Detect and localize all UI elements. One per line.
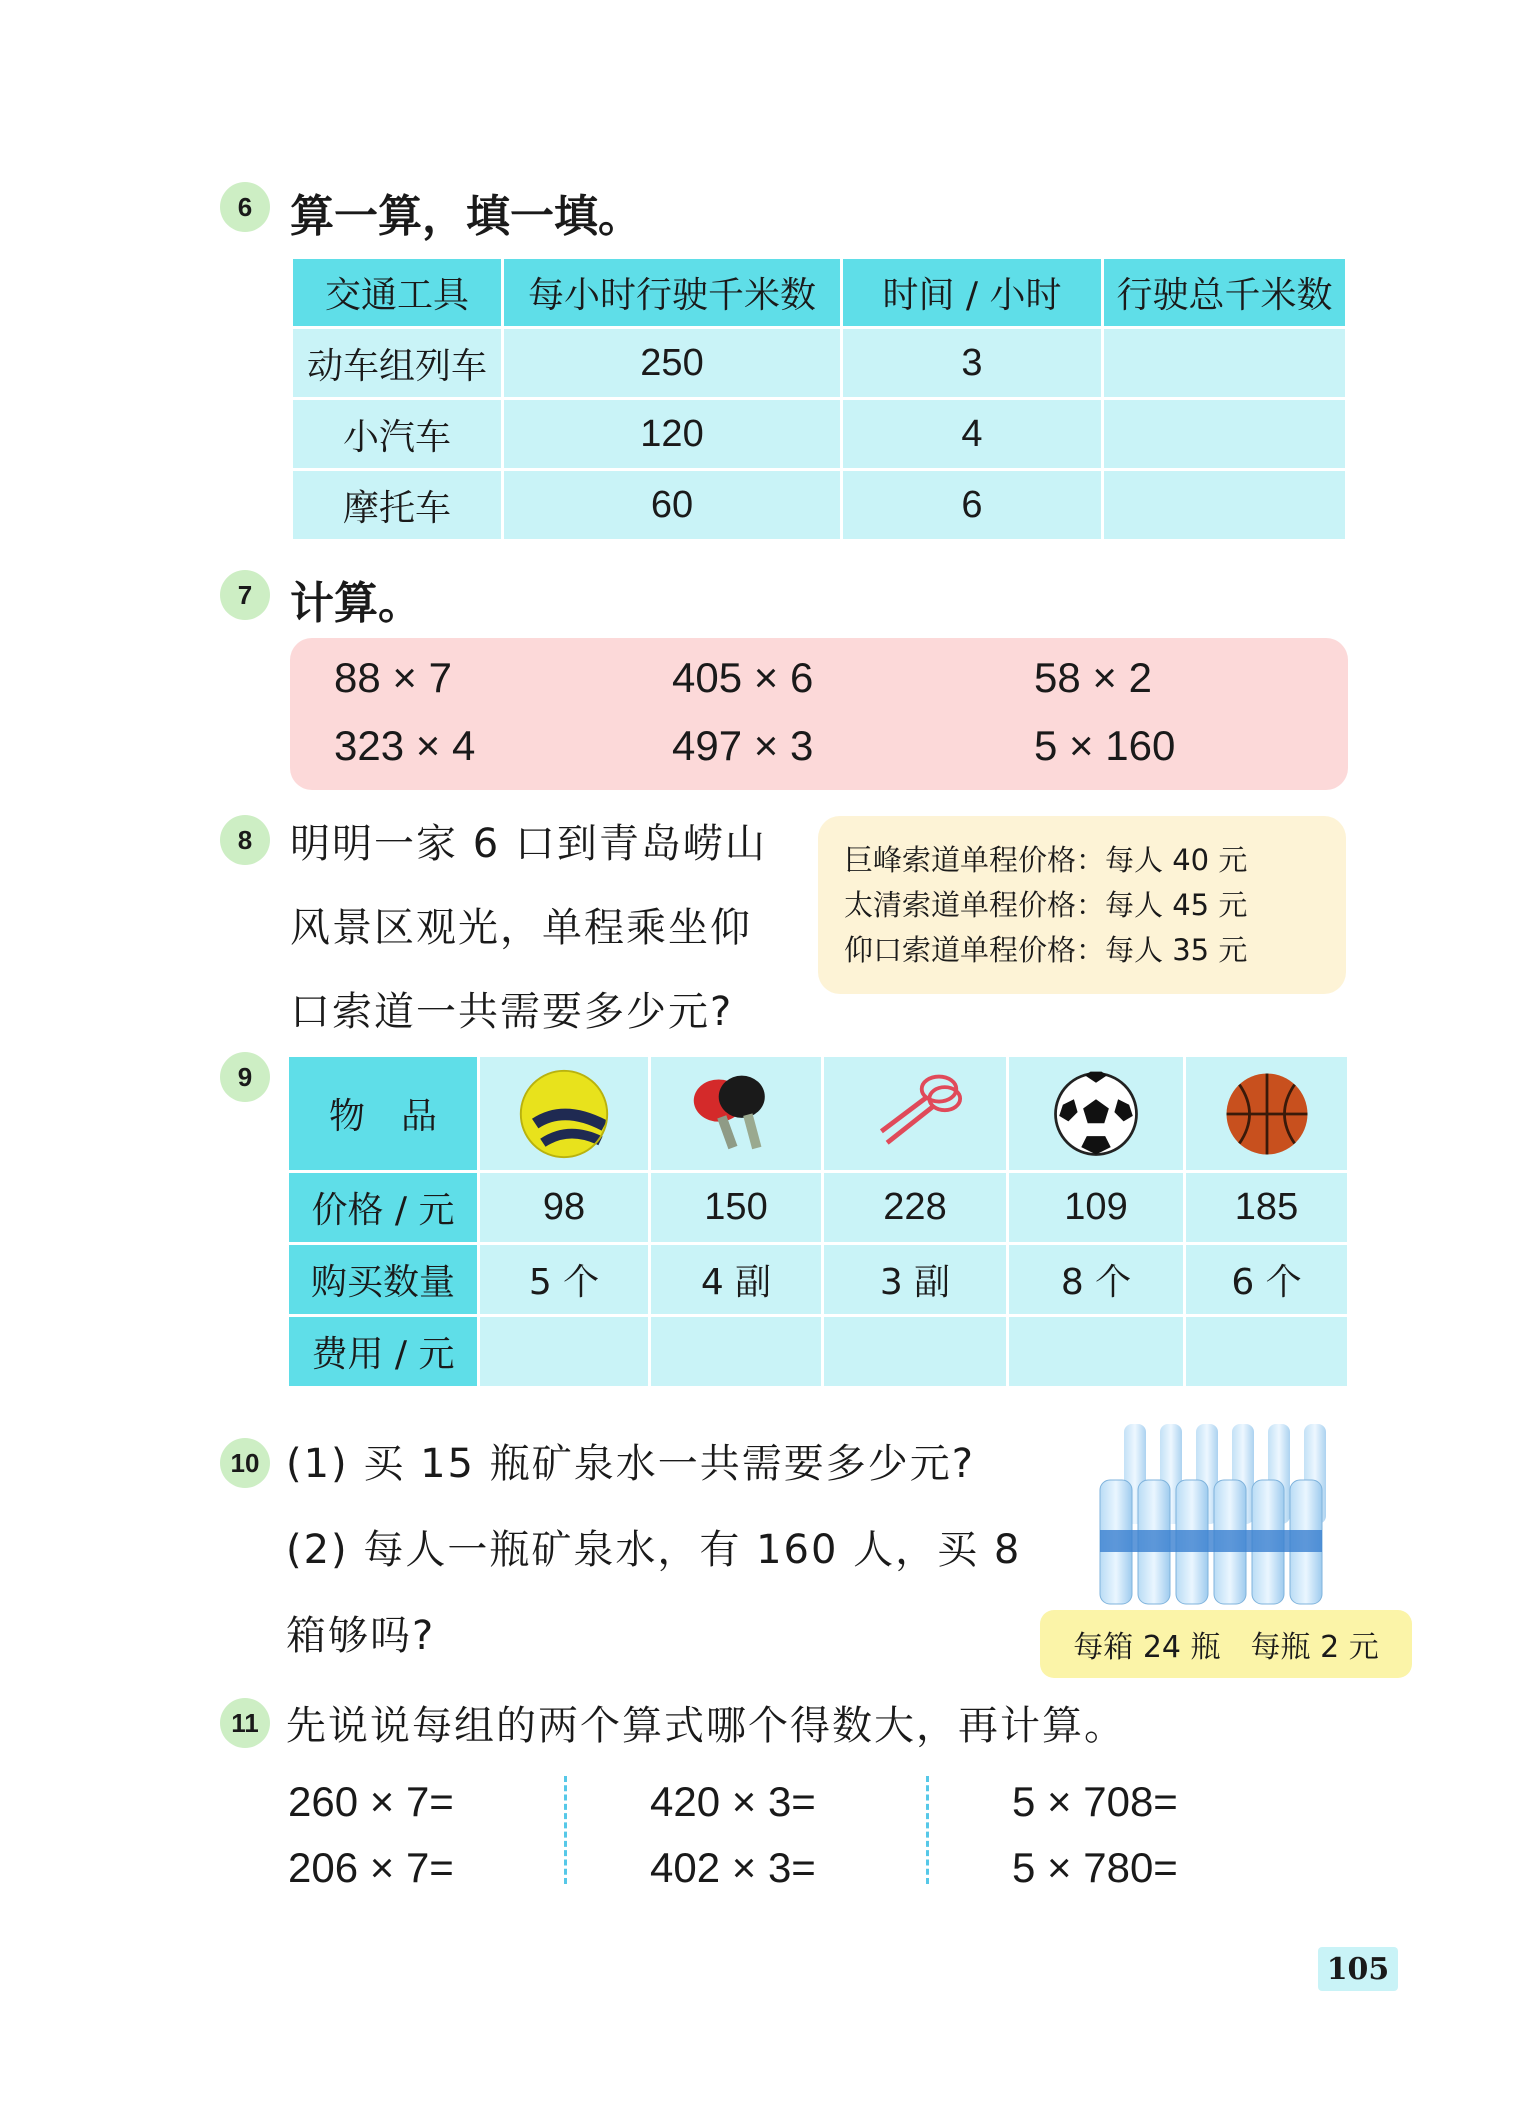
price-value: 150 xyxy=(650,1172,823,1244)
total-blank xyxy=(1103,399,1347,470)
price-row xyxy=(288,1172,1349,1244)
group-divider xyxy=(926,1776,929,1884)
water-bottles-icon xyxy=(1096,1420,1346,1606)
quantity-value: 6 个 xyxy=(1185,1244,1349,1316)
cost-blank xyxy=(1008,1316,1185,1388)
price-line: 仰口索道单程价格：每人 35 元 xyxy=(844,933,1248,967)
water-price-tag: 每箱 24 瓶 每瓶 2 元 xyxy=(1040,1610,1412,1678)
group-divider xyxy=(564,1776,567,1884)
speed-value: 120 xyxy=(503,399,842,470)
sports-goods-table xyxy=(286,1054,1350,1389)
calc-item: 58 × 2 xyxy=(1034,654,1152,701)
row-label-cost: 费用 / 元 xyxy=(288,1316,479,1388)
question-10-part-2: (2) 每人一瓶矿泉水，有 160 人，买 8 xyxy=(286,1527,1022,1573)
question-7-title: 计算。 xyxy=(290,578,422,629)
header-total: 行驶总千米数 xyxy=(1103,258,1347,328)
speed-value: 60 xyxy=(503,470,842,541)
page-number: 105 xyxy=(1318,1947,1398,1991)
question-10-part-1: (1) 买 15 瓶矿泉水一共需要多少元? xyxy=(286,1441,975,1487)
row-label-price: 价格 / 元 xyxy=(288,1172,479,1244)
cost-blank xyxy=(1185,1316,1349,1388)
question-number-6: 6 xyxy=(220,182,270,232)
calc-item: 206 × 7= xyxy=(288,1844,454,1891)
calc-item: 420 × 3= xyxy=(650,1778,816,1825)
cost-blank xyxy=(650,1316,823,1388)
quantity-value: 4 副 xyxy=(650,1244,823,1316)
soccer-ball-icon xyxy=(1050,1068,1142,1160)
item-cell xyxy=(1185,1056,1349,1172)
calc-item: 405 × 6 xyxy=(672,654,814,701)
table-row xyxy=(292,470,1347,541)
question-number-8: 8 xyxy=(220,815,270,865)
quantity-value: 3 副 xyxy=(823,1244,1008,1316)
question-6-title: 算一算，填一填。 xyxy=(290,191,642,242)
vehicle-name: 小汽车 xyxy=(292,399,503,470)
speed-value: 250 xyxy=(503,328,842,399)
question-number-7: 7 xyxy=(220,570,270,620)
quantity-value: 5 个 xyxy=(479,1244,650,1316)
calculation-box xyxy=(290,638,1348,790)
time-value: 4 xyxy=(842,399,1103,470)
question-8-line-1: 明明一家 6 口到青岛崂山 xyxy=(290,821,767,867)
item-cell xyxy=(650,1056,823,1172)
calc-item: 402 × 3= xyxy=(650,1844,816,1891)
calc-item: 5 × 780= xyxy=(1012,1844,1178,1891)
item-row xyxy=(288,1056,1349,1172)
question-number-11: 11 xyxy=(220,1698,270,1748)
vehicle-table xyxy=(290,256,1348,542)
question-8-line-2: 风景区观光，单程乘坐仰 xyxy=(290,905,752,951)
ping-pong-paddles-icon xyxy=(686,1066,786,1162)
price-line: 太清索道单程价格：每人 45 元 xyxy=(844,888,1248,922)
price-value: 109 xyxy=(1008,1172,1185,1244)
row-label-item: 物 品 xyxy=(288,1056,479,1172)
item-cell xyxy=(1008,1056,1185,1172)
price-value: 185 xyxy=(1185,1172,1349,1244)
row-label-quantity: 购买数量 xyxy=(288,1244,479,1316)
table-row xyxy=(292,399,1347,470)
calc-item: 88 × 7 xyxy=(334,654,452,701)
item-cell xyxy=(823,1056,1008,1172)
question-11-title: 先说说每组的两个算式哪个得数大，再计算。 xyxy=(286,1703,1126,1749)
vehicle-name: 摩托车 xyxy=(292,470,503,541)
time-value: 3 xyxy=(842,328,1103,399)
price-line: 巨峰索道单程价格：每人 40 元 xyxy=(844,843,1248,877)
cost-blank xyxy=(479,1316,650,1388)
calc-item: 5 × 708= xyxy=(1012,1778,1178,1825)
price-value: 228 xyxy=(823,1172,1008,1244)
volleyball-icon xyxy=(516,1066,612,1162)
question-number-9: 9 xyxy=(220,1052,270,1102)
question-number-10: 10 xyxy=(220,1438,270,1488)
cost-blank xyxy=(823,1316,1008,1388)
quantity-row xyxy=(288,1244,1349,1316)
item-cell xyxy=(479,1056,650,1172)
total-blank xyxy=(1103,328,1347,399)
calc-item: 497 × 3 xyxy=(672,722,814,769)
question-8-line-3: 口索道一共需要多少元? xyxy=(290,989,734,1035)
calc-item: 323 × 4 xyxy=(334,722,476,769)
time-value: 6 xyxy=(842,470,1103,541)
calc-item: 5 × 160 xyxy=(1034,722,1176,769)
total-blank xyxy=(1103,470,1347,541)
header-time: 时间 / 小时 xyxy=(842,258,1103,328)
vehicle-table-header-row xyxy=(292,258,1347,328)
header-vehicle: 交通工具 xyxy=(292,258,503,328)
calc-item: 260 × 7= xyxy=(288,1778,454,1825)
quantity-value: 8 个 xyxy=(1008,1244,1185,1316)
header-speed: 每小时行驶千米数 xyxy=(503,258,842,328)
price-value: 98 xyxy=(479,1172,650,1244)
vehicle-name: 动车组列车 xyxy=(292,328,503,399)
badminton-rackets-icon xyxy=(860,1066,970,1162)
table-row xyxy=(292,328,1347,399)
question-10-part-2-cont: 箱够吗? xyxy=(286,1613,436,1659)
cable-car-price-box xyxy=(818,816,1346,994)
cost-row xyxy=(288,1316,1349,1388)
basketball-icon xyxy=(1221,1068,1313,1160)
